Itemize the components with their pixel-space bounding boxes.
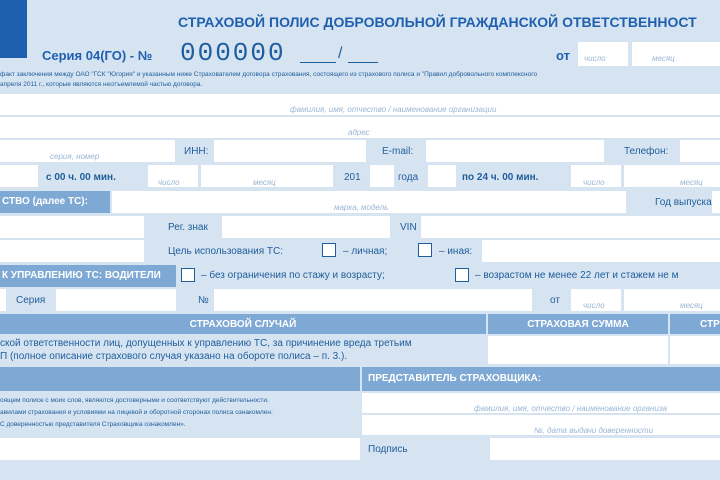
inn-field[interactable] <box>214 140 366 162</box>
year-prefix: 201 <box>344 172 361 183</box>
vehicle-left-field-2[interactable] <box>0 240 144 262</box>
event-description-line-1: ской ответственности лиц, допущенных к управлению ТС, за причинение вреда третьим <box>0 338 412 349</box>
policy-day-field[interactable]: число <box>578 42 628 66</box>
date-from-label: от <box>556 48 570 63</box>
vehicle-year-label: Год выпуска <box>655 197 712 208</box>
vehicle-model-field[interactable]: марка, модель <box>112 191 626 213</box>
purpose-personal-label: – личная; <box>343 246 388 257</box>
vehicle-year-field[interactable] <box>712 191 720 213</box>
drivers-unlimited-checkbox[interactable] <box>181 268 195 282</box>
license-series-label: Серия <box>16 295 46 306</box>
license-month-field[interactable]: месяц <box>624 289 720 311</box>
insured-name-field[interactable]: фамилия, имя, отчество / наименование организации <box>0 94 720 115</box>
purpose-other-field[interactable] <box>482 240 720 262</box>
vin-field[interactable] <box>421 216 720 238</box>
declaration-line-1: оящем полисе с моих слов, являются достоверными и соответствуют действительности. <box>0 397 269 404</box>
license-date-label: от <box>550 295 560 306</box>
period-to-label: по 24 ч. 00 мин. <box>462 172 539 183</box>
purpose-other-label: – иная: <box>439 246 473 257</box>
reg-plate-label: Рег. знак <box>168 222 208 233</box>
license-series-field[interactable] <box>56 289 176 311</box>
drivers-unlimited-label: – без ограничения по стажу и возрасту; <box>201 270 385 281</box>
policyholder-header <box>0 367 360 391</box>
period-gap <box>428 165 456 187</box>
purpose-personal-checkbox[interactable] <box>322 243 336 257</box>
drivers-section-label: К УПРАВЛЕНИЮ ТС: ВОДИТЕЛИ <box>0 265 176 287</box>
drivers-left-blank <box>0 289 6 311</box>
purpose-label: Цель использования ТС: <box>168 246 284 257</box>
policy-title: СТРАХОВОЙ ПОЛИС ДОБРОВОЛЬНОЙ ГРАЖДАНСКОЙ ОТВЕТСТВЕННОСТ <box>178 14 697 30</box>
period-to-day[interactable]: число <box>571 165 621 187</box>
vin-label: VIN <box>400 222 417 233</box>
declaration-line-3: С доверенностью представителя Страховщика ознакомлен». <box>0 421 186 428</box>
number-underline-2 <box>348 62 378 63</box>
insured-address-field[interactable]: адрес <box>0 117 720 138</box>
representative-signature-field[interactable] <box>490 438 720 460</box>
drivers-age-checkbox[interactable] <box>455 268 469 282</box>
series-label: Серия 04(ГО) - № <box>42 48 153 63</box>
reg-plate-field[interactable] <box>222 216 390 238</box>
license-day-field[interactable]: число <box>571 289 621 311</box>
sum-insured-header: СТРАХОВАЯ СУММА <box>488 314 668 334</box>
number-slash: / <box>338 45 343 62</box>
phone-label: Телефон: <box>624 146 669 157</box>
power-of-attorney-field[interactable]: №, дата выдачи доверенности <box>362 415 720 435</box>
insured-event-header: СТРАХОВОЙ СЛУЧАЙ <box>0 314 486 334</box>
passport-field[interactable]: серия, номер <box>0 140 175 162</box>
preamble-line-2: апреля 2011 г., которые являются неотъемлемой частью договора. <box>0 81 203 88</box>
policyholder-signature-field[interactable] <box>0 438 360 460</box>
representative-name-field[interactable]: фамилия, имя, отчество / наименование организа <box>362 393 720 413</box>
email-label: E-mail: <box>382 146 414 157</box>
policy-number: 000000 <box>180 38 286 68</box>
inn-label: ИНН: <box>184 146 209 157</box>
policy-month-field[interactable]: месяц <box>632 42 720 66</box>
license-number-field[interactable] <box>214 289 532 311</box>
license-number-label: № <box>198 295 209 306</box>
premium-header: СТР <box>670 314 720 334</box>
period-from-month[interactable]: месяц <box>201 165 333 187</box>
period-to-month[interactable]: месяц <box>624 165 720 187</box>
preamble-line-1: факт заключения между ОАО "ГСК "Югория" и указанным ниже Страхователем договора страхования, состоящего из страхового полиса и "Правил добровольного комплексного <box>0 71 538 78</box>
premium-field[interactable] <box>670 336 720 364</box>
period-from-day[interactable]: число <box>148 165 198 187</box>
purpose-other-checkbox[interactable] <box>418 243 432 257</box>
representative-header: ПРЕДСТАВИТЕЛЬ СТРАХОВЩИКА: <box>362 367 720 391</box>
year-label: года <box>398 172 419 183</box>
signature-label: Подпись <box>368 444 408 455</box>
year-digit-field[interactable] <box>370 165 394 187</box>
number-underline-1 <box>300 62 336 63</box>
email-field[interactable] <box>426 140 604 162</box>
phone-field[interactable] <box>680 140 720 162</box>
period-from-label: с 00 ч. 00 мин. <box>46 172 116 183</box>
period-blank <box>0 165 38 187</box>
event-description-line-2: П (полное описание страхового случая указано на обороте полиса – п. 3.). <box>0 351 348 362</box>
declaration-line-2: авилами страхования и условиями на лицевой и оборотной сторонах полиса ознакомлен. <box>0 409 273 416</box>
sum-insured-field[interactable] <box>488 336 668 364</box>
vehicle-left-field[interactable] <box>0 216 144 238</box>
drivers-age-label: – возрастом не менее 22 лет и стажем не м <box>475 270 679 281</box>
corner-color-block <box>0 0 27 58</box>
vehicle-section-label: СТВО (далее ТС): <box>0 191 110 213</box>
